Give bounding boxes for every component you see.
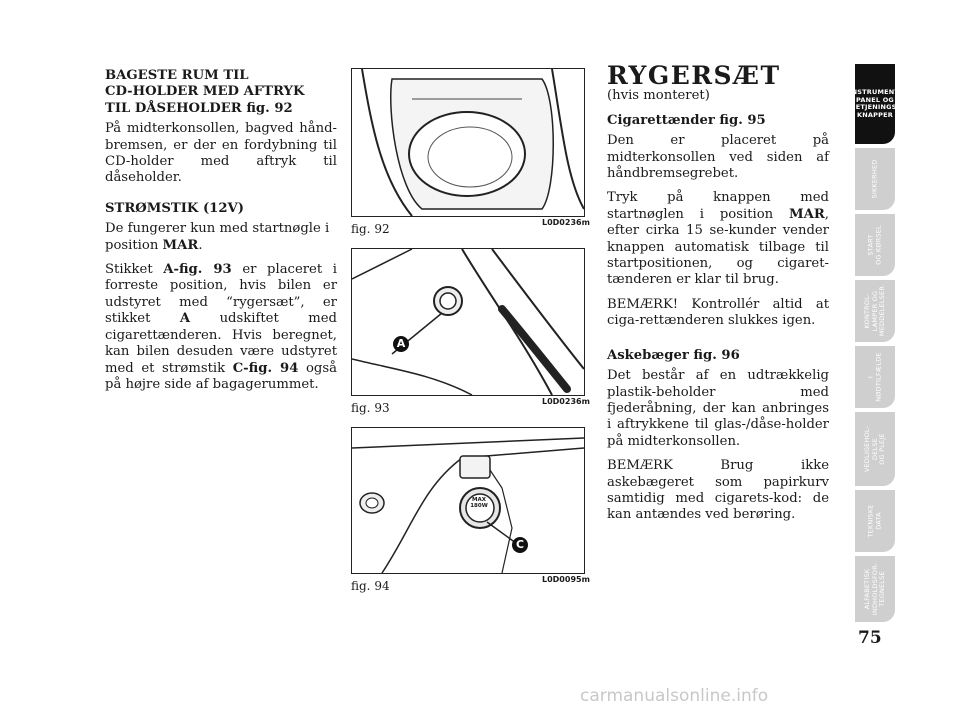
- page-number: 75: [858, 628, 882, 648]
- power-socket-paragraph-1: De fungerer kun med startnøgle i position MAR.: [105, 221, 330, 253]
- side-tab-safety[interactable]: SIKKERHED: [855, 148, 895, 210]
- power-socket-paragraph-2: Stikket A-fig. 93 er placeret i forreste position, hvis bilen er udstyret med “rygersæt”, er stikket A udskiftet med cigarettænderen. Hvis beregnet, kan bilen desuden være udstyret med et strømstik C-fig. 94 også på højre side af bagagerummet.: [105, 262, 337, 392]
- side-tab-instrument-panel[interactable]: INSTRUMENT- PANEL OG BETJENINGS- KNAPPER: [855, 64, 895, 144]
- side-tab-maintenance[interactable]: VEDLIGEHOL- DELSE OG PLEJE: [855, 412, 895, 486]
- figure-94-label-c: C: [515, 538, 525, 551]
- ashtray-paragraph: Det består af en udtrækkelig plastik-beholder med fjederåbning, der kan anbringes i aftrykkene til glas-/dåse-holder på midterkonsollen.: [607, 368, 829, 449]
- side-tab-starting-driving[interactable]: START OG KØRSEL: [855, 214, 895, 276]
- figure-92-image: [351, 68, 585, 217]
- ashtray-heading: Askebæger fig. 96: [607, 347, 740, 363]
- smoker-kit-title: RYGERSÆT: [607, 61, 781, 90]
- cd-holder-paragraph: På midterkonsollen, bagved hånd-bremsen, er der en fordybning til CD-holder med aftryk til dåseholder.: [105, 121, 337, 186]
- side-tab-emergency[interactable]: I NØDTILFÆLDE: [855, 346, 895, 408]
- figure-93-image: [351, 248, 585, 396]
- ashtray-note: BEMÆRK Brug ikke askebægeret som papirkurv samtidig med cigarets-kod: de kan antændes ved berøring.: [607, 458, 829, 523]
- cigarette-lighter-paragraph-2: Tryk på knappen med startnøglen i position MAR, efter cirka 15 se-kunder vender knappen automatisk tilbage til startpositionen, og cigaret-tænderen er klar til brug.: [607, 190, 829, 288]
- socket-rating-label: MAX 180W: [470, 497, 488, 509]
- figure-93-code: L0D0236m: [542, 397, 590, 406]
- figure-93-caption: fig. 93: [351, 401, 390, 415]
- figure-94-code: L0D0095m: [542, 575, 590, 584]
- left-column: [105, 68, 337, 401]
- right-column: [607, 61, 829, 532]
- power-socket-heading: STRØMSTIK (12V): [105, 200, 245, 216]
- figure-92-caption: fig. 92: [351, 222, 390, 236]
- cigarette-lighter-heading: Cigarettænder fig. 95: [607, 112, 766, 128]
- cigarette-lighter-note: BEMÆRK! Kontrollér altid at ciga-rettænderen slukkes igen.: [607, 296, 829, 329]
- figure-93-label-a: A: [396, 337, 406, 350]
- cd-holder-heading: BAGESTE RUM TIL CD-HOLDER MED AFTRYK TIL DÅSEHOLDER fig. 92: [105, 68, 305, 116]
- side-tab-technical-data[interactable]: TEKNISKE DATA: [855, 490, 895, 552]
- watermark: carmanualsonline.info: [580, 686, 769, 706]
- side-tab-warning-lights[interactable]: KONTROL- LAMPER OG MEDDELELSER: [855, 280, 895, 342]
- figure-92-code: L0D0236m: [542, 218, 590, 227]
- side-tab-index[interactable]: ALFABETISK INDHOLDSFOR- TEGNELSE: [855, 556, 895, 622]
- smoker-kit-subtitle: (hvis monteret): [607, 88, 710, 104]
- cigarette-lighter-paragraph-1: Den er placeret på midterkonsollen ved siden af håndbremsegrebet.: [607, 133, 829, 182]
- figure-94-caption: fig. 94: [351, 579, 390, 593]
